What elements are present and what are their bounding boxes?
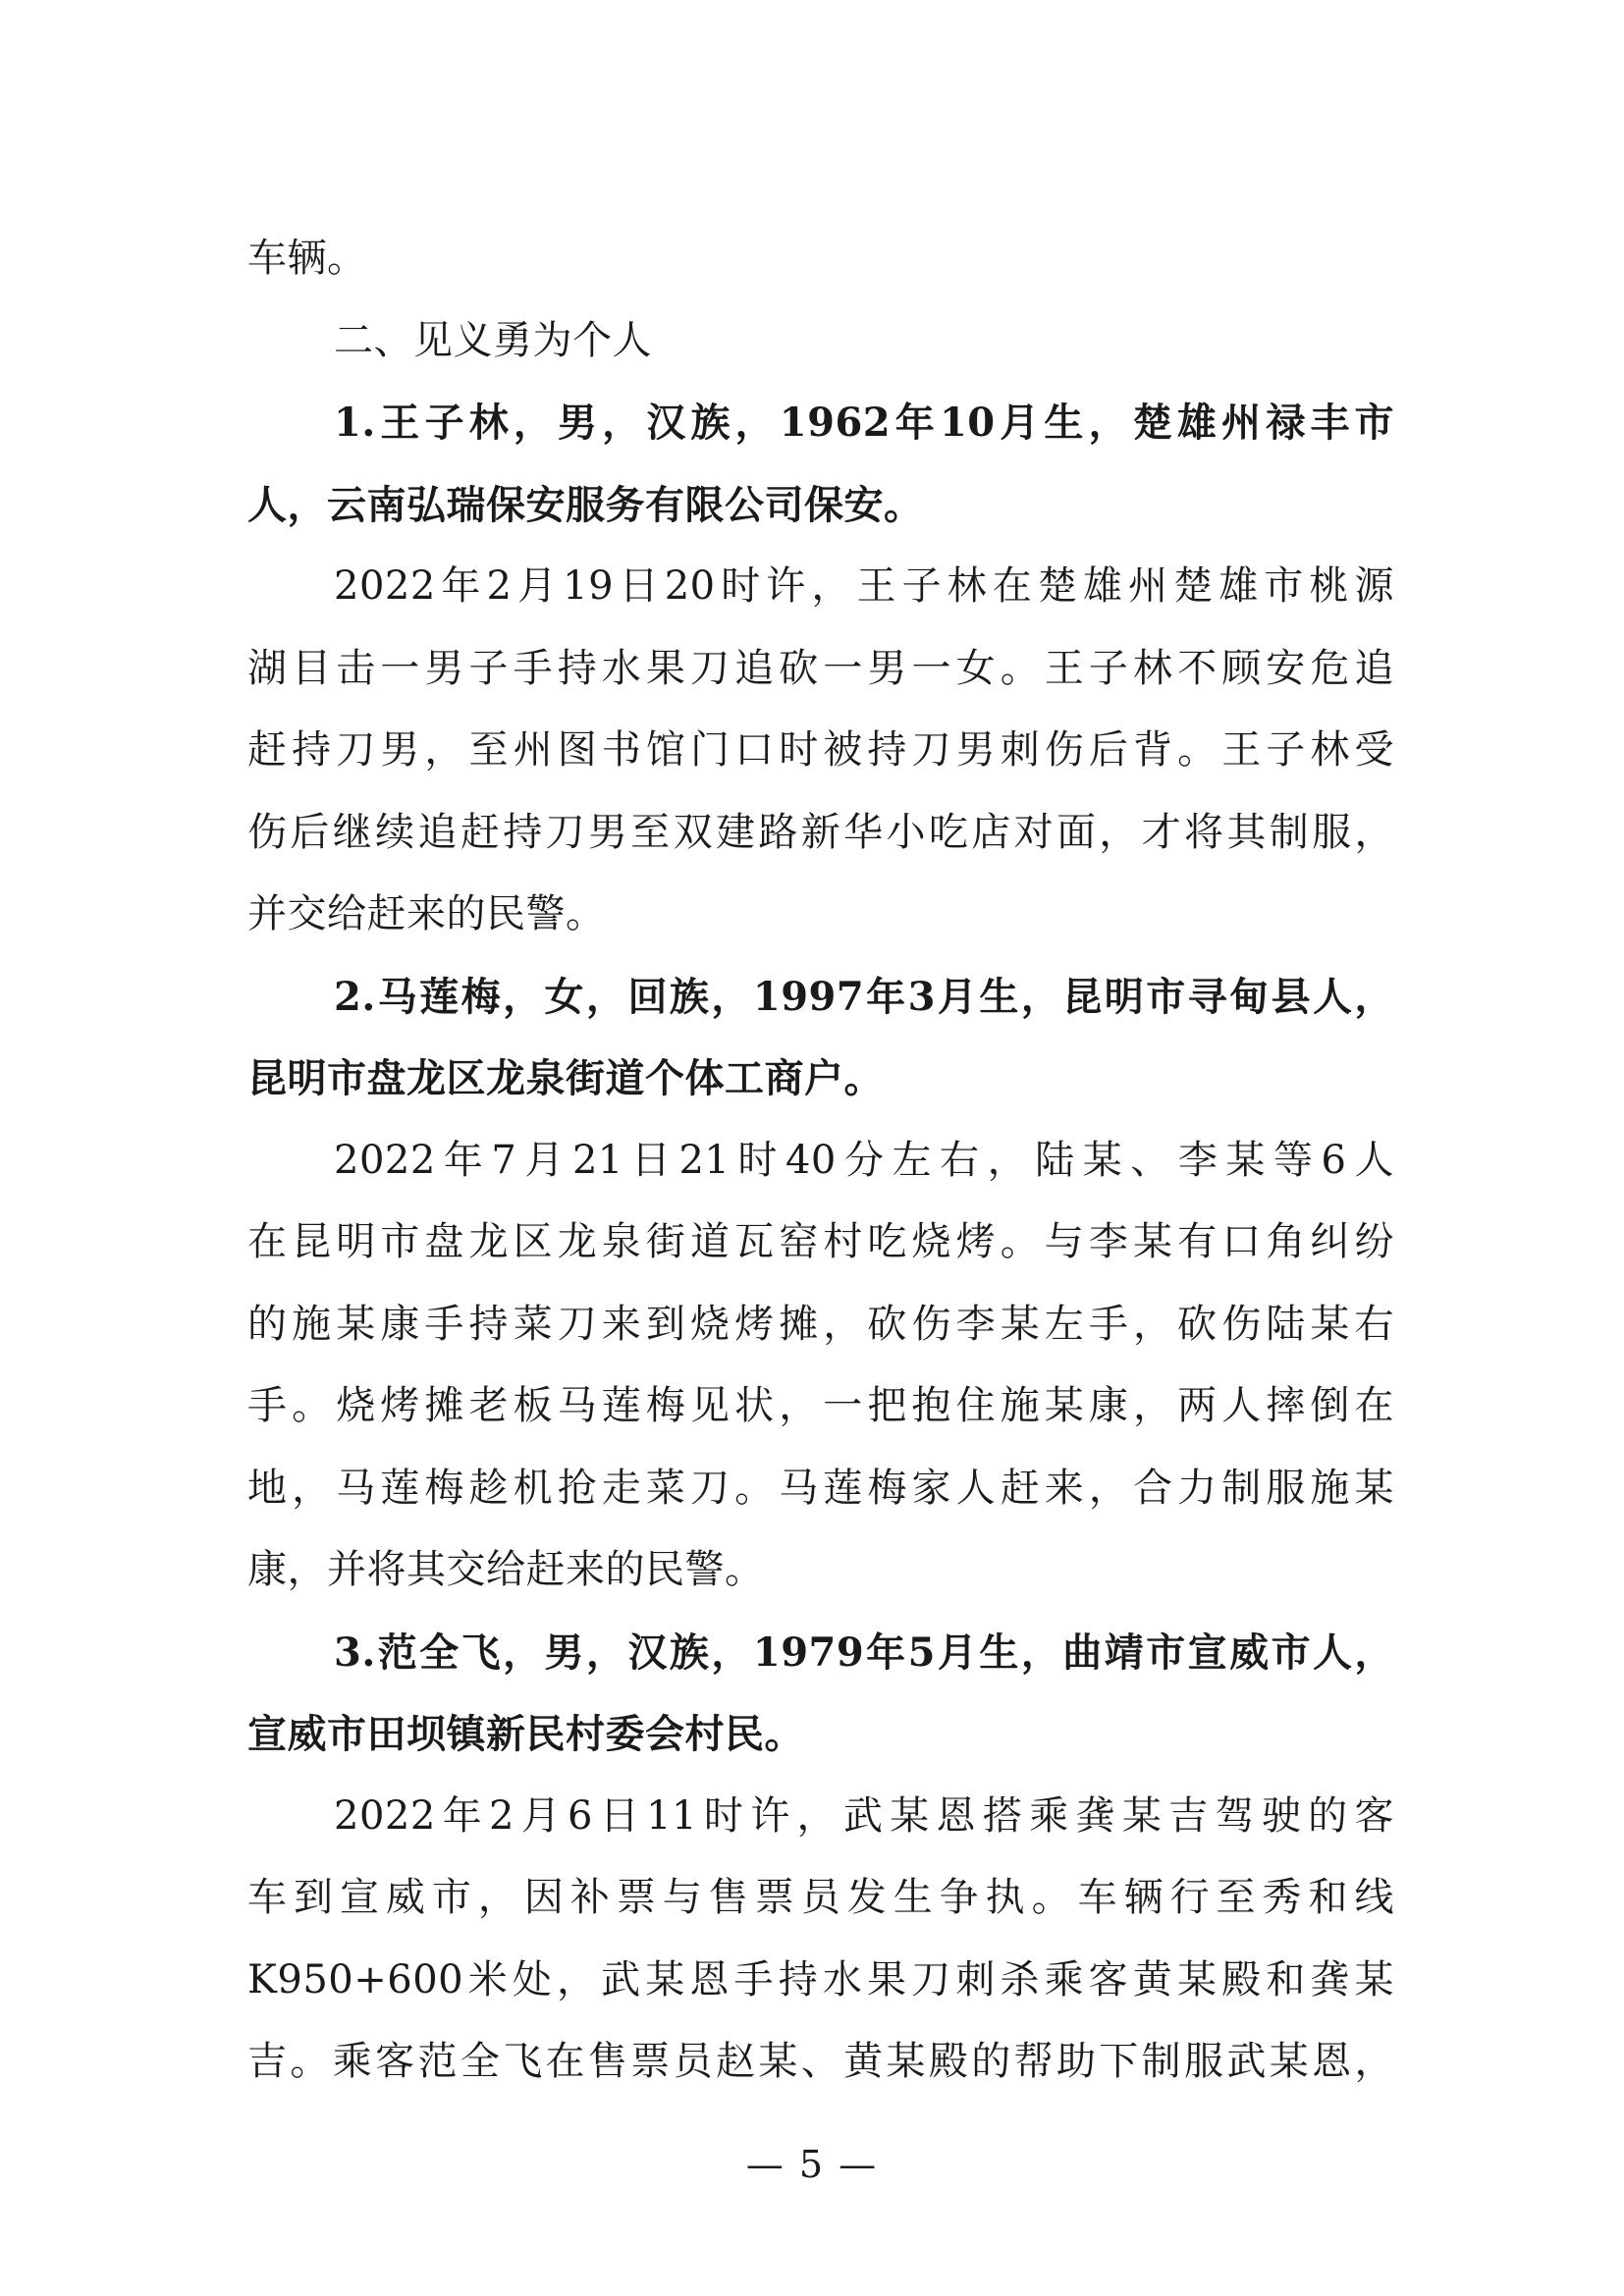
entry-2-body-line-6: 康，并将其交给赶来的民警。	[247, 1547, 765, 1592]
entry-1-heading-line-1: 1.王子林，男，汉族，1962年10月生，楚雄州禄丰市	[334, 400, 1394, 446]
entry-1-body-line-1: 2022年2月19日20时许，王子林在楚雄州楚雄市桃源	[334, 563, 1394, 609]
entry-1-body-line-5: 并交给赶来的民警。	[247, 891, 606, 936]
entry-3-body-line-4: 吉。乘客范全飞在售票员赵某、黄某殿的帮助下制服武某恩，	[247, 2039, 1394, 2084]
entry-1-body-line-4: 伤后继续追赶持刀男至双建路新华小吃店对面，才将其制服，	[247, 809, 1394, 855]
entry-1-body-line-2: 湖目击一男子手持水果刀追砍一男一女。王子林不顾安危追	[247, 645, 1394, 691]
entry-2-body-line-1: 2022年7月21日21时40分左右，陆某、李某等6人	[334, 1137, 1394, 1183]
entry-2-heading-line-1: 2.马莲梅，女，回族，1997年3月生，昆明市寻甸县人，	[334, 973, 1394, 1020]
entry-2-heading-line-2: 昆明市盘龙区龙泉街道个体工商户。	[247, 1055, 884, 1101]
entry-3-heading-line-1: 3.范全飞，男，汉族，1979年5月生，曲靖市宣威市人，	[334, 1629, 1394, 1676]
continued-text-line: 车辆。	[247, 236, 367, 281]
entry-1-heading-line-2: 人，云南弘瑞保安服务有限公司保安。	[247, 481, 924, 528]
entry-2-body-line-3: 的施某康手持菜刀来到烧烤摊，砍伤李某左手，砍伤陆某右	[247, 1301, 1394, 1347]
entry-3-body-line-1: 2022年2月6日11时许，武某恩搭乘龚某吉驾驶的客	[334, 1792, 1394, 1839]
entry-3-body-line-3: K950+600米处，武某恩手持水果刀刺杀乘客黄某殿和龚某	[247, 1956, 1394, 2002]
entry-1-body-line-3: 赶持刀男，至州图书馆门口时被持刀男刺伤后背。王子林受	[247, 727, 1394, 773]
entry-2-body-line-4: 手。烧烤摊老板马莲梅见状，一把抱住施某康，两人摔倒在	[247, 1383, 1394, 1428]
entry-2-body-line-2: 在昆明市盘龙区龙泉街道瓦窑村吃烧烤。与李某有口角纠纷	[247, 1219, 1394, 1264]
section-heading: 二、见义勇为个人	[334, 317, 652, 363]
page-number: — 5 —	[745, 2143, 879, 2186]
entry-3-heading-line-2: 宣威市田坝镇新民村委会村民。	[247, 1711, 804, 1757]
entry-2-body-line-5: 地，马莲梅趁机抢走菜刀。马莲梅家人赶来，合力制服施某	[247, 1465, 1394, 1511]
document-body	[247, 218, 1394, 2104]
entry-3-body-line-2: 车到宣威市，因补票与售票员发生争执。车辆行至秀和线	[247, 1875, 1394, 1920]
